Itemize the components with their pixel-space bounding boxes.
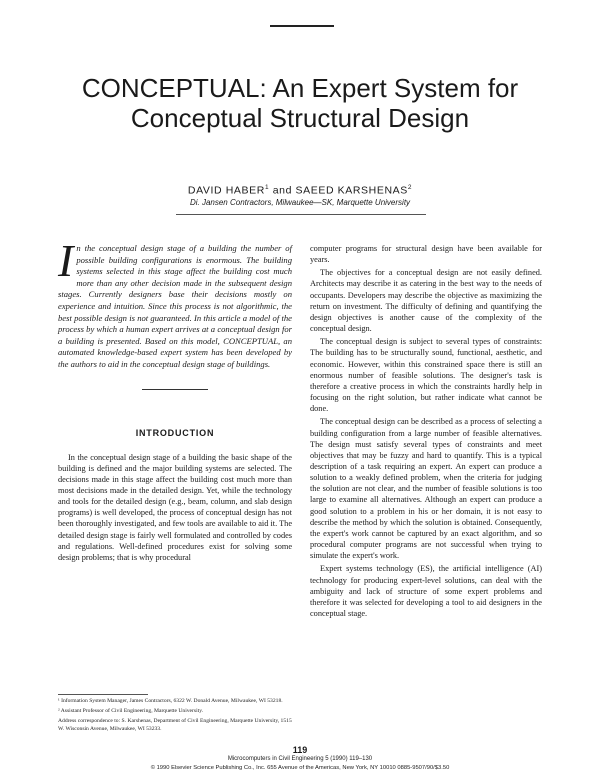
page-number: 119 xyxy=(292,745,308,755)
body-paragraph: Expert systems technology (ES), the artificial intelligence (AI) technology for producing expert-level solutions, can deal with the ambiguity and lack of structure of some expert problems and therefore it was selected for developing a tool to aid designers in the conceptual stage. xyxy=(310,564,542,618)
body-paragraph: The objectives for a conceptual design are not easily defined. Architects may describe it as catering in the best way to the needs of occupants. Developers may describe the objective as maximizing the return on investment. The difficulty of defining and quantifying the design objectives is another cause of the complexity of the conceptual design. xyxy=(310,268,542,334)
author-conjunction: and xyxy=(272,184,293,197)
body-paragraph: computer programs for structural design have been available for years. xyxy=(310,244,542,265)
author-affiliation: Di. Jansen Contractors, Milwaukee—SK, Marquette University xyxy=(189,198,411,207)
body-paragraph: The conceptual design is subject to several types of constraints: The building has to be structurally sound, functional, aesthetic, and economic. However, within this constrained space there is still an enormous number of feasible solutions. The designer's task is therefore a creative process in which the constraints hardly help in focusing on the right solution, but rather indicate what cannot be done. xyxy=(310,337,542,414)
abstract-rule xyxy=(142,389,208,390)
section-heading: INTRODUCTION xyxy=(135,427,215,438)
copyright-line: © 1990 Elsevier Science Publishing Co., Inc. 655 Avenue of the Americas, New York, NY 10010 0885-9507/90/$3.50 xyxy=(150,765,450,771)
footnotes xyxy=(58,694,292,736)
author-name: DAVID HABER xyxy=(187,184,265,197)
left-column xyxy=(58,235,292,563)
footnote: ¹ Information System Manager, James Contractors, 6322 W. Donald Avenue, Milwaukee, WI 53218. xyxy=(58,698,283,704)
abstract xyxy=(58,235,292,371)
abstract-text: n the conceptual design stage of a building the number of possible building configurations is enormous. The building systems selected in this stage affect the building cost much more than any other decision made in the subsequent design stages. Currently designers base their decisions mostly on experience and intuition. Since this process is not algorithmic, the best possible design is not guaranteed. In this article a model of the process by which a human expert arrives at a conceptual design for a building is presented. Based on this model, CONCEPTUAL, an automated knowledge-based expert system has been developed by the authors to aid in the conceptual design stage of buildings. xyxy=(58,243,292,369)
intro-paragraph: In the conceptual design stage of a building the basic shape of the building is defined and the major building systems are selected. The decisions made in this stage affect the building cost much more than most decisions made in the detailed design. Yet, while the technology and tools for the detailed design (e.g., beam, column, and slab design programs) is well developed, the process of conceptual design has not been thoroughly investigated, and few tools are available to aid it. The detailed design stage is fairly well formulated and controlled by codes and regulations. Well-defined procedures exist for solving some design problems; that is why procedural xyxy=(58,452,292,562)
right-column xyxy=(310,243,542,621)
drop-cap: I xyxy=(58,235,74,286)
author-footnote-mark: 1 xyxy=(264,184,270,191)
footnote: Address correspondence to: S. Karshenas, Department of Civil Engineering, Marquette University, 1515 W. Wisconsin Avenue, Milwaukee, WI 53233. xyxy=(58,718,292,732)
affiliation-rule xyxy=(176,214,426,215)
footnote: ² Assistant Professor of Civil Engineering, Marquette University. xyxy=(58,708,204,715)
author-line xyxy=(100,184,500,197)
journal-citation: Microcomputers in Civil Engineering 5 (1990) 119–130 xyxy=(227,756,373,762)
author-footnote-mark: 2 xyxy=(407,184,413,191)
body-paragraph: The conceptual design can be described as a process of selecting a building configuration from a large number of feasible alternatives. The design must satisfy several types of constraints and meet objectives that may be fuzzy and hard to quantify. This is a typical description of a task requiring an expert. An expert can produce a solution to a weakly defined problem, when the criteria for judging the solution are not clear, and the number of feasible solutions is too large to examine all alternatives. Although an expert can produce a good solution to a problem in his or her domain, it is not easy to describe the method by which the solution is obtained. Consequently, the expert's work cannot be captured by an exact algorithm, and so procedural computer programs are not successful when trying to simulate the expert's work. xyxy=(310,417,542,561)
top-rule xyxy=(270,25,334,27)
footnote-rule xyxy=(58,694,148,695)
author-name: SAEED KARSHENAS xyxy=(295,184,408,197)
article-title: CONCEPTUAL: An Expert System for Conceptual Structural Design xyxy=(81,73,519,134)
